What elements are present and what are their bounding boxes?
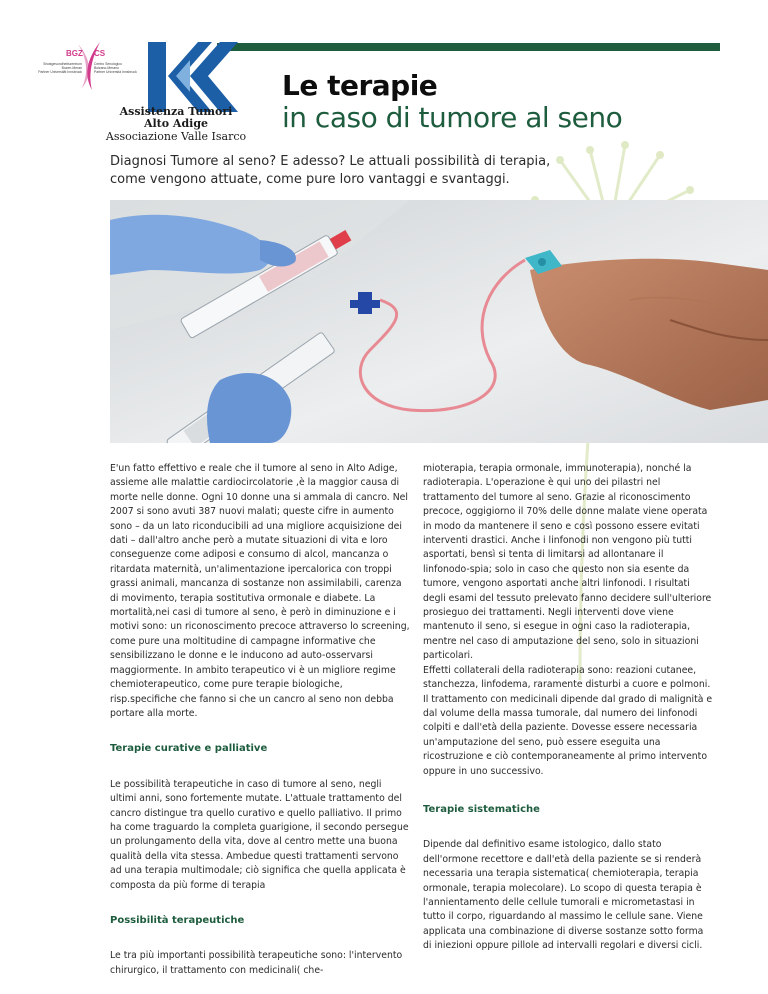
bgz-cs-logo: [30, 40, 142, 92]
heading-terapie-curative: Terapie curative e palliative: [110, 743, 268, 755]
cs-subtext: Centro Senologico Bolzano-Merano Partner Università Innsbruck: [94, 62, 137, 75]
title-line-2: in caso di tumore al seno: [282, 101, 623, 134]
left-text-column: [110, 462, 410, 978]
intro-paragraph: E'un fatto effettivo e reale che il tumore al seno in Alto Adige, assieme alle malattie cardiocircolatorie ,è la maggior causa di morte nelle donne. Ogni 10 donne una si ammala di cancro. Nel 2007 si sono avuti 387 nuovi malati; queste cifre in aumento sono – da un lato riconducibili ad una migliore acquisizione dei dati – dall'altro anche però a mutate situazioni di vita e loro conseguenze come adiposi e consumo di alcol, mancanza o ritardata maternità, un'alimentazione ipercalorica con troppi grassi animali, mancanza di sostanze non assimilabili, carenza di movimento, terapia sostitutiva ormonale e diabete. La mortalità,nei casi di tumore al seno, è però in diminuzione e i motivi sono: un riconoscimento precoce attraverso lo screening, come pure una moltitudine di campagne informative che sensibilizzano le donne e le inducono ad auto-osservarsi maggiormente. In ambito terapeutico vi è un migliore regime chemioterapeutico, come pure terapie biologiche, risp.specifiche che fanno si che un cancro al seno non debba portare alla morte.: [110, 463, 410, 719]
page-title: [282, 70, 622, 134]
paragraph-operazione: mioterapia, terapia ormonale, immunoterapia), nonché la radioterapia. L'operazione è qui uno dei pilastri nel trattamento del tumore al seno. Grazie al riconoscimento precoce, oggigiorno il 70% delle donne malate viene operata in modo da mantenere il seno e così possono essere evitati interventi drastici. Anche i linfonodi non vengono più tutti asportati, bensì si tenta di limitarsi ad allontanare il linfonodo-spia; solo in caso che questo non sia esente da tumore, vengono asportati anche altri linfonodi. I risultati degli esami del tessuto prelevato fanno decidere sull'ulteriore prosieguo dei trattamenti. Negli interventi dove viene mantenuto il seno, si esegue in ogni caso la radioterapia, mentre nel caso di amputazione del seno, solo in situazioni particolari.: [423, 463, 712, 662]
title-line-1: Le terapie: [282, 69, 438, 102]
heading-possibilita-terapeutiche: Possibilità terapeutiche: [110, 914, 245, 926]
paragraph-effetti-collaterali: Effetti collaterali della radioterapia sono: reazioni cutanee, stanchezza, linfodema, raramente disturbi a cuore e polmoni. Il trattamento con medicinali dipende dal grado di malignità e dal volume della massa tumorale, dal numero dei linfonodi colpiti e dall'età della paziente. Dovesse essere necessaria un'amputazione del seno, può essere eseguita una ricostruzione e ciò contemporaneamente al primo intervento oppure in uno successivo.: [423, 664, 713, 777]
infusion-photo: [110, 200, 768, 443]
paragraph-possibilita-terapeutiche: Le tra più importanti possibilità terapeutiche sono: l'intervento chirurgico, il trattamento con medicinali( che-: [110, 950, 403, 976]
assistenza-tumori-logo-icon: [146, 40, 240, 114]
organization-name: Assistenza Tumori Alto Adige Associazione Valle Isarco: [105, 105, 247, 143]
right-text-column: [423, 462, 713, 954]
bgz-label: BGZ: [66, 49, 83, 58]
subtitle: Diagnosi Tumore al seno? E adesso? Le attuali possibilità di terapia, come vengono attuate, come pure loro vantaggi e svantaggi.: [110, 154, 551, 187]
cs-label: CS: [94, 49, 106, 58]
heading-terapie-sistematiche: Terapie sistematiche: [423, 803, 540, 815]
paragraph-terapie-curative: Le possibilità terapeutiche in caso di tumore al seno, negli ultimi anni, sono fortemente mutate. L'attuale trattamento del cancro distingue tra quello curativo e quello palliativo. Il primo ha come traguardo la completa guarigione, il secondo persegue un prolungamento della vita, dove al centro mette una buona qualità della vita stessa. Ambedue questi trattamenti servono ad una terapia multimodale; ciò significa che quella applicata è composta da più forme di terapia: [110, 778, 409, 891]
paragraph-terapie-sistematiche: Dipende dal definitivo esame istologico, dallo stato dell'ormone recettore e dall'età della paziente se si renderà necessaria una terapia sistematica( chemioterapia, terapia ormonale, terapia molecolare). Lo scopo di questa terapia è l'annientamento delle cellule tumorali e micrometastasi in tutto il corpo, riguardando al massimo le cellule sane. Viene applicata una combinazione di diverse sostanze sotto forma di iniezioni oppure pillole ad intervalli regolari e diversi cicli.: [423, 839, 704, 952]
header-green-bar: [217, 43, 720, 51]
bgz-subtext: Brustgesundheitszentrum Bozen-Meran Partner Universität Innsbruck: [38, 62, 82, 75]
